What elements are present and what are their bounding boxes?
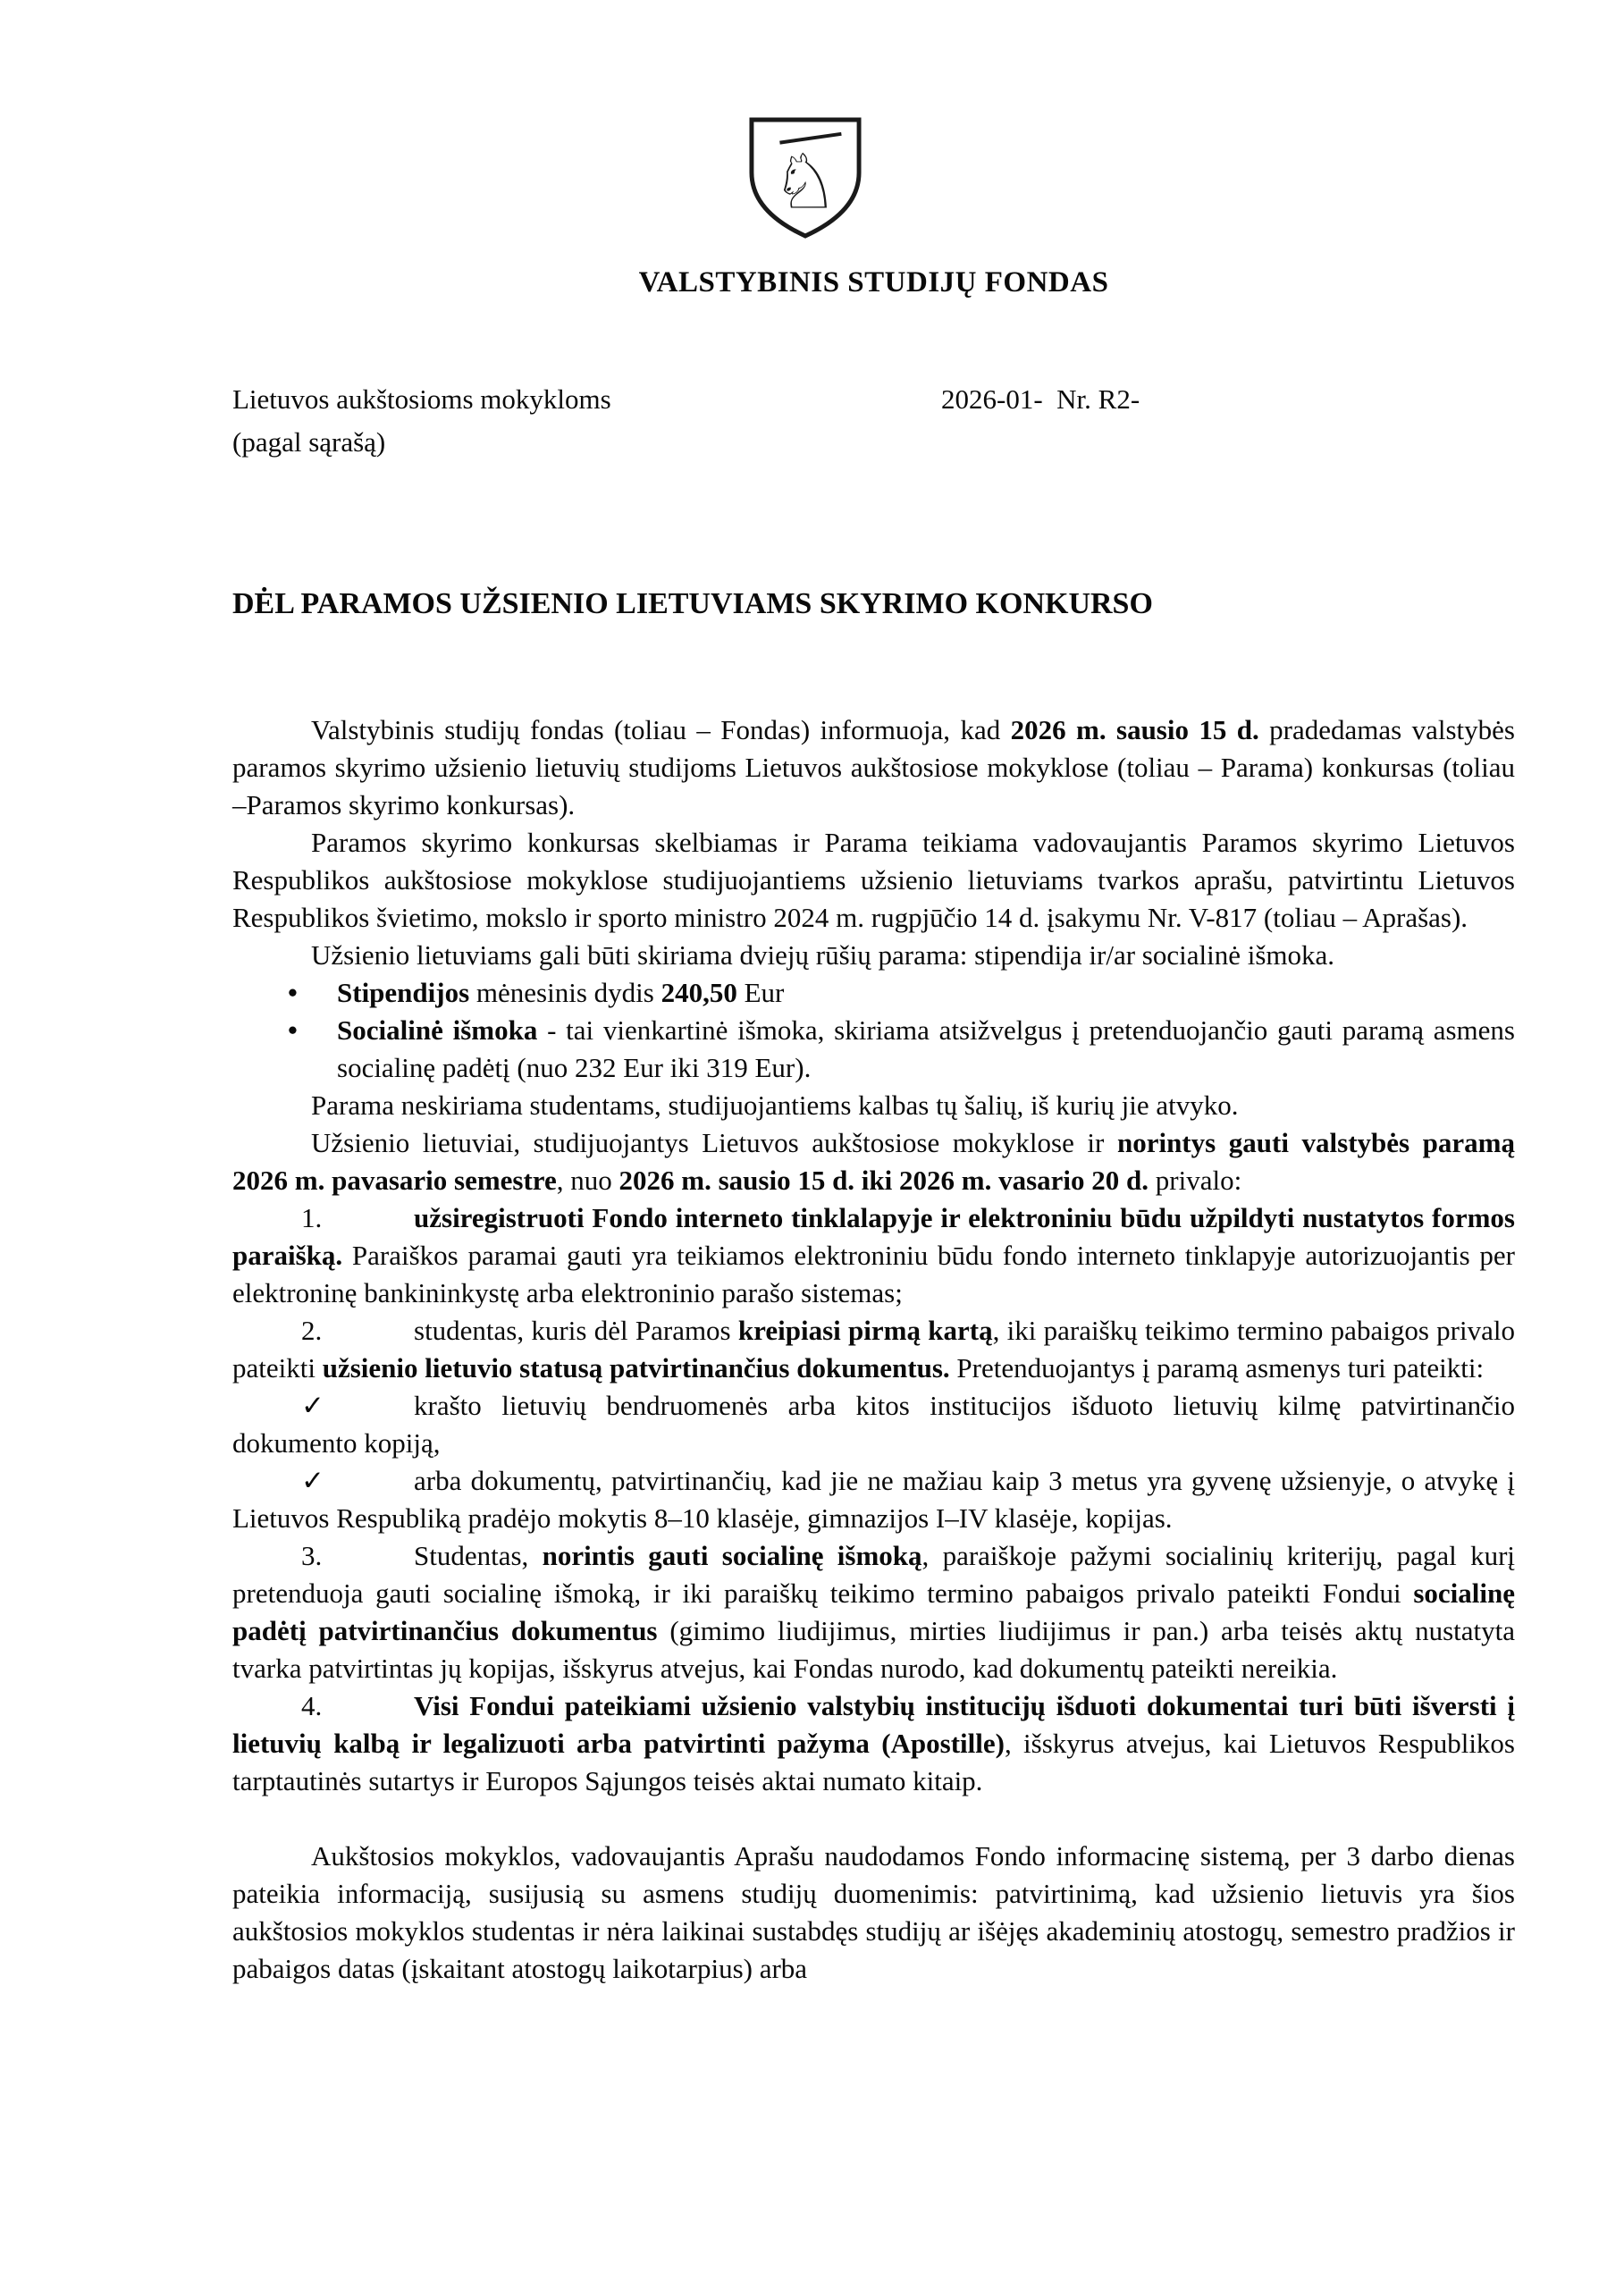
numbered-item-2: [232, 1312, 1515, 1387]
text-segment: , iki paraiškų teikimo termino pabaigos privalo pateikti: [232, 1315, 1515, 1384]
paragraph-announcement: [232, 711, 1515, 824]
text-segment: mėnesinis dydis: [469, 977, 661, 1008]
document-date-number: 2026-01- Nr. R2-: [941, 383, 1140, 415]
list-item-social-benefit: [337, 1012, 1515, 1087]
text-segment-bold: norintis gauti socialinę išmoką: [542, 1540, 922, 1571]
text-segment: , išskyrus atvejus, kai Lietuvos Respublikos tarptautinės sutartys ir Europos Sąjungos teisės aktai numato kitaip.: [232, 1728, 1515, 1796]
paragraph-support-types: [232, 937, 1515, 974]
text-segment: Parama neskiriama studentams, studijuojantiems kalbas tų šalių, iš kurių jie atvyko.: [311, 1089, 1239, 1121]
support-types-list: [232, 974, 1515, 1087]
item-number: 1.: [301, 1202, 323, 1233]
text-segment: Pretenduojantys į paramą asmenys turi pateikti:: [949, 1352, 1485, 1384]
text-segment-bold: kreipiasi pirmą kartą: [737, 1315, 993, 1346]
text-segment-bold: socialinę padėtį patvirtinančius dokumentus: [232, 1577, 1515, 1646]
text-segment: privalo:: [1149, 1165, 1242, 1196]
check-item-2: [232, 1462, 1515, 1537]
text-segment: (gimimo liudijimus, mirties liudijimus ir pan.) arba teisės aktų nustatyta tvarka patvirtintas jų kopijas, išskyrus atvejus, kai Fondas nurodo, kad dokumentų pateikti nereikia.: [232, 1615, 1515, 1684]
text-segment: Paraiškos paramai gauti yra teikiamos elektroniniu būdu fondo interneto tinklapyje autorizuojantis per elektroninę bankininkystę arba elektroninio parašo sistemas;: [232, 1240, 1515, 1308]
text-segment: , paraiškoje pažymi socialinių kriterijų, pagal kurį pretenduoja gauti socialinę išmoką, ir iki paraiškų teikimo termino pabaigos privalo pateikti Fondui: [232, 1540, 1516, 1609]
text-segment: studentas, kuris dėl Paramos: [414, 1315, 738, 1346]
text-segment: Eur: [736, 977, 785, 1008]
paragraph-legal-basis: [232, 824, 1515, 937]
numbered-item-3: [232, 1537, 1515, 1687]
text-segment: pradedamas valstybės paramos skyrimo užsienio lietuvių studijoms Lietuvos aukštosiose mokyklose (toliau – Parama) konkursas (toliau –Paramos skyrimo konkursas).: [232, 714, 1515, 820]
item-number: 2.: [301, 1315, 323, 1346]
recipient-note: (pagal sąrašą): [232, 426, 386, 458]
document-body: [232, 711, 1515, 1988]
text-segment-bold: užsienio lietuvio statusą patvirtinančius dokumentus.: [322, 1352, 950, 1384]
text-segment: , nuo: [556, 1165, 619, 1196]
text-segment-bold: užsiregistruoti Fondo interneto tinklalapyje ir elektroniniu būdu užpildyti nustatytos formos paraišką.: [232, 1202, 1515, 1271]
paragraph-exclusion: [232, 1087, 1515, 1124]
paragraph-universities-duty: [232, 1838, 1515, 1988]
recipient-line: Lietuvos aukštosioms mokykloms: [232, 383, 611, 415]
text-segment: Paramos skyrimo konkursas skelbiamas ir Parama teikiama vadovaujantis Paramos skyrimo Lietuvos Respublikos aukštosiose mokyklose studijuojantiems užsienio lietuviams tvarkos aprašu, patvirtintu Lietuvos Respublikos švietimo, mokslo ir sporto ministro 2024 m. rugpjūčio 14 d. įsakymu Nr. V-817 (toliau – Aprašas).: [232, 827, 1515, 933]
text-segment-bold: norintys gauti valstybės paramą 2026 m. pavasario semestre: [232, 1127, 1515, 1196]
vytis-shield-icon: [748, 116, 862, 240]
list-item-scholarship: [337, 974, 1515, 1012]
numbered-item-1: [232, 1199, 1515, 1312]
text-segment: krašto lietuvių bendruomenės arba kitos institucijos išduoto lietuvių kilmę patvirtinančio dokumento kopiją,: [232, 1390, 1515, 1459]
text-segment-bold: Stipendijos: [337, 977, 470, 1008]
organization-name: VALSTYBINIS STUDIJŲ FONDAS: [638, 266, 1109, 299]
check-item-1: [232, 1387, 1515, 1462]
lithuania-coat-of-arms-icon: [748, 116, 862, 240]
text-segment: Aukštosios mokyklos, vadovaujantis Aprašu naudodamos Fondo informacinę sistemą, per 3 darbo dienas pateikia informaciją, susijusią su asmens studijų duomenimis: patvirtinimą, kad užsienio lietuvis yra šios aukštosios mokyklos studentas ir nėra laikinai sustabdęs studijų ar išėjęs akademinių atostogų, semestro pradžios ir pabaigos datas (įskaitant atostogų laikotarpius) arba: [232, 1840, 1515, 1984]
text-segment: Valstybinis studijų fondas (toliau – Fondas) informuoja, kad: [311, 714, 1011, 745]
checkmark-icon: ✓: [301, 1390, 324, 1421]
text-segment-bold: Socialinė išmoka: [337, 1014, 538, 1046]
numbered-item-4: [232, 1687, 1515, 1800]
text-segment-bold: 240,50: [661, 977, 737, 1008]
item-number: 4.: [301, 1690, 323, 1721]
text-segment: Užsienio lietuviai, studijuojantys Lietuvos aukštosiose mokyklose ir: [311, 1127, 1117, 1158]
text-segment-bold: 2026 m. sausio 15 d.: [1010, 714, 1259, 745]
text-segment-bold: 2026 m. sausio 15 d. iki 2026 m. vasario 20 d.: [618, 1165, 1149, 1196]
subject-heading: DĖL PARAMOS UŽSIENIO LIETUVIAMS SKYRIMO KONKURSO: [232, 587, 1153, 620]
item-number: 3.: [301, 1540, 323, 1571]
recipient-block: [232, 378, 1515, 464]
text-segment: - tai vienkartinė išmoka, skiriama atsižvelgus į pretenduojančio gauti paramą asmens socialinę padėtį (nuo 232 Eur iki 319 Eur).: [337, 1014, 1515, 1083]
text-segment: arba dokumentų, patvirtinančių, kad jie ne mažiau kaip 3 metus yra gyvenę užsienyje, o atvykę į Lietuvos Respubliką pradėjo mokytis 8–10 klasėje, gimnazijos I–IV klasėje, kopijas.: [232, 1465, 1515, 1534]
text-segment: Užsienio lietuviams gali būti skiriama dviejų rūšių parama: stipendija ir/ar socialinė išmoka.: [311, 939, 1335, 971]
paragraph-deadline: [232, 1124, 1515, 1199]
checkmark-icon: ✓: [301, 1465, 324, 1496]
knight-horse-icon: ♘: [771, 137, 839, 226]
text-segment-bold: Visi Fondui pateikiami užsienio valstybių institucijų išduoti dokumentai turi būti išversti į lietuvių kalbą ir legalizuoti arba patvirtinti pažyma (Apostille): [232, 1690, 1515, 1759]
address-block: [232, 378, 1515, 464]
text-segment: Studentas,: [414, 1540, 543, 1571]
